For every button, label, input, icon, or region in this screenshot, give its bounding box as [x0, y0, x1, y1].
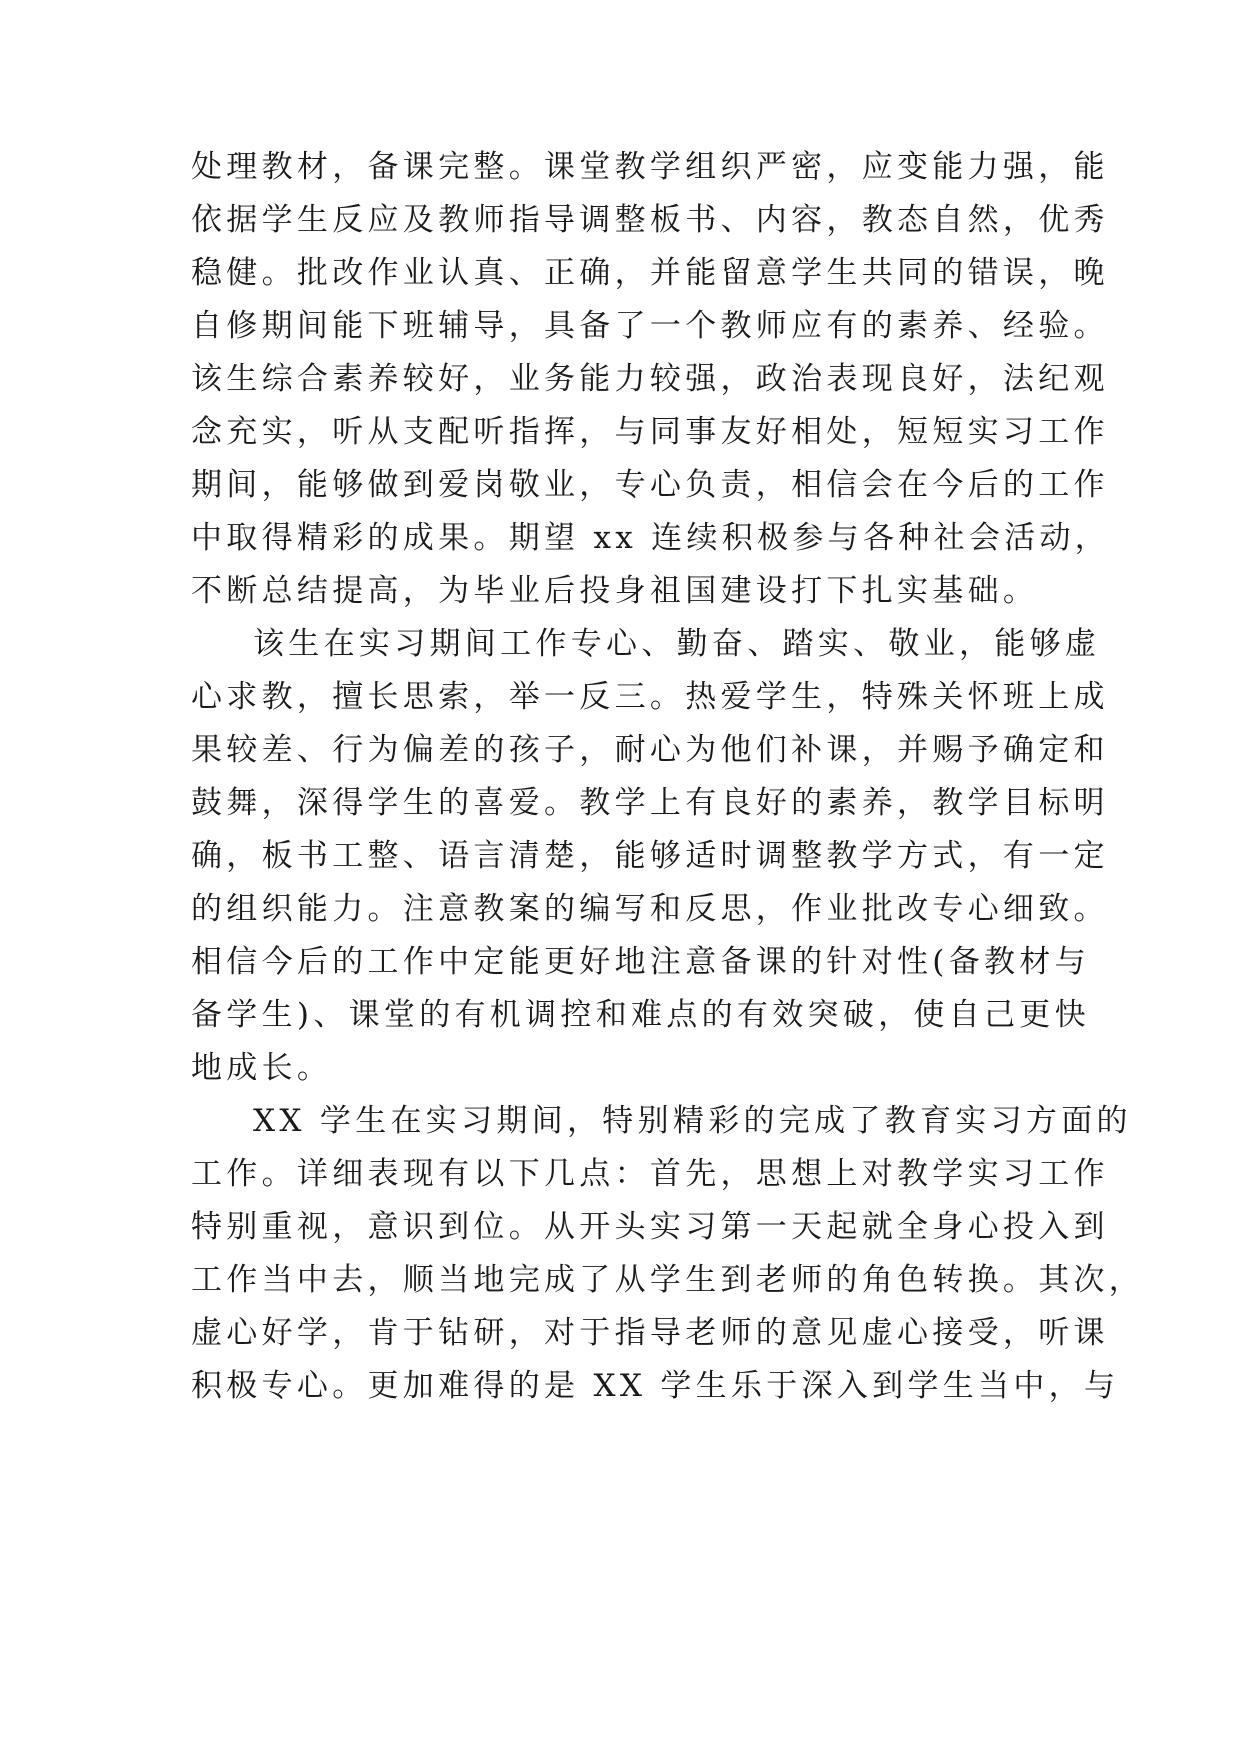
text-line: 相信今后的工作中定能更好地注意备课的针对性(备教材与	[191, 944, 1090, 980]
text-line: 虚心好学，肯于钻研，对于指导老师的意见虚心接受，听课	[191, 1315, 1109, 1351]
text-line: 依据学生反应及教师指导调整板书、内容，教态自然，优秀	[191, 202, 1109, 238]
text-line: 工作当中去，顺当地完成了从学生到老师的角色转换。其次，	[191, 1262, 1145, 1298]
text-line: XX 学生在实习期间，特别精彩的完成了教育实习方面的	[253, 1103, 1132, 1139]
text-line: 特别重视，意识到位。从开头实习第一天起就全身心投入到	[191, 1209, 1109, 1245]
text-line: 自修期间能下班辅导，具备了一个教师应有的素养、经验。	[191, 308, 1109, 344]
text-line: 处理教材，备课完整。课堂教学组织严密，应变能力强，能	[191, 149, 1109, 185]
text-line: 期间，能够做到爱岗敬业，专心负责，相信会在今后的工作	[191, 467, 1109, 503]
text-line: 工作。详细表现有以下几点：首先，思想上对教学实习工作	[191, 1156, 1109, 1192]
text-line: 确，板书工整、语言清楚，能够适时调整教学方式，有一定	[191, 838, 1109, 874]
text-line: 备学生)、课堂的有机调控和难点的有效突破，使自己更快	[191, 997, 1090, 1033]
text-line: 积极专心。更加难得的是 XX 学生乐于深入到学生当中，与	[191, 1368, 1120, 1404]
text-line: 的组织能力。注意教案的编写和反思，作业批改专心细致。	[191, 891, 1109, 927]
text-line: 心求教，擅长思索，举一反三。热爱学生，特殊关怀班上成	[191, 679, 1109, 715]
text-line: 念充实，听从支配听指挥，与同事友好相处，短短实习工作	[191, 414, 1109, 450]
text-line: 地成长。	[191, 1050, 333, 1086]
text-line: 不断总结提高，为毕业后投身祖国建设打下扎实基础。	[191, 573, 1039, 609]
text-line: 该生在实习期间工作专心、勤奋、踏实、敬业，能够虚	[253, 626, 1101, 662]
text-line: 该生综合素养较好，业务能力较强，政治表现良好，法纪观	[191, 361, 1109, 397]
text-line: 稳健。批改作业认真、正确，并能留意学生共同的错误，晚	[191, 255, 1109, 291]
text-line: 鼓舞，深得学生的喜爱。教学上有良好的素养，教学目标明	[191, 785, 1109, 821]
text-line: 果较差、行为偏差的孩子，耐心为他们补课，并赐予确定和	[191, 732, 1109, 768]
text-line: 中取得精彩的成果。期望 xx 连续积极参与各种社会活动，	[191, 520, 1111, 556]
